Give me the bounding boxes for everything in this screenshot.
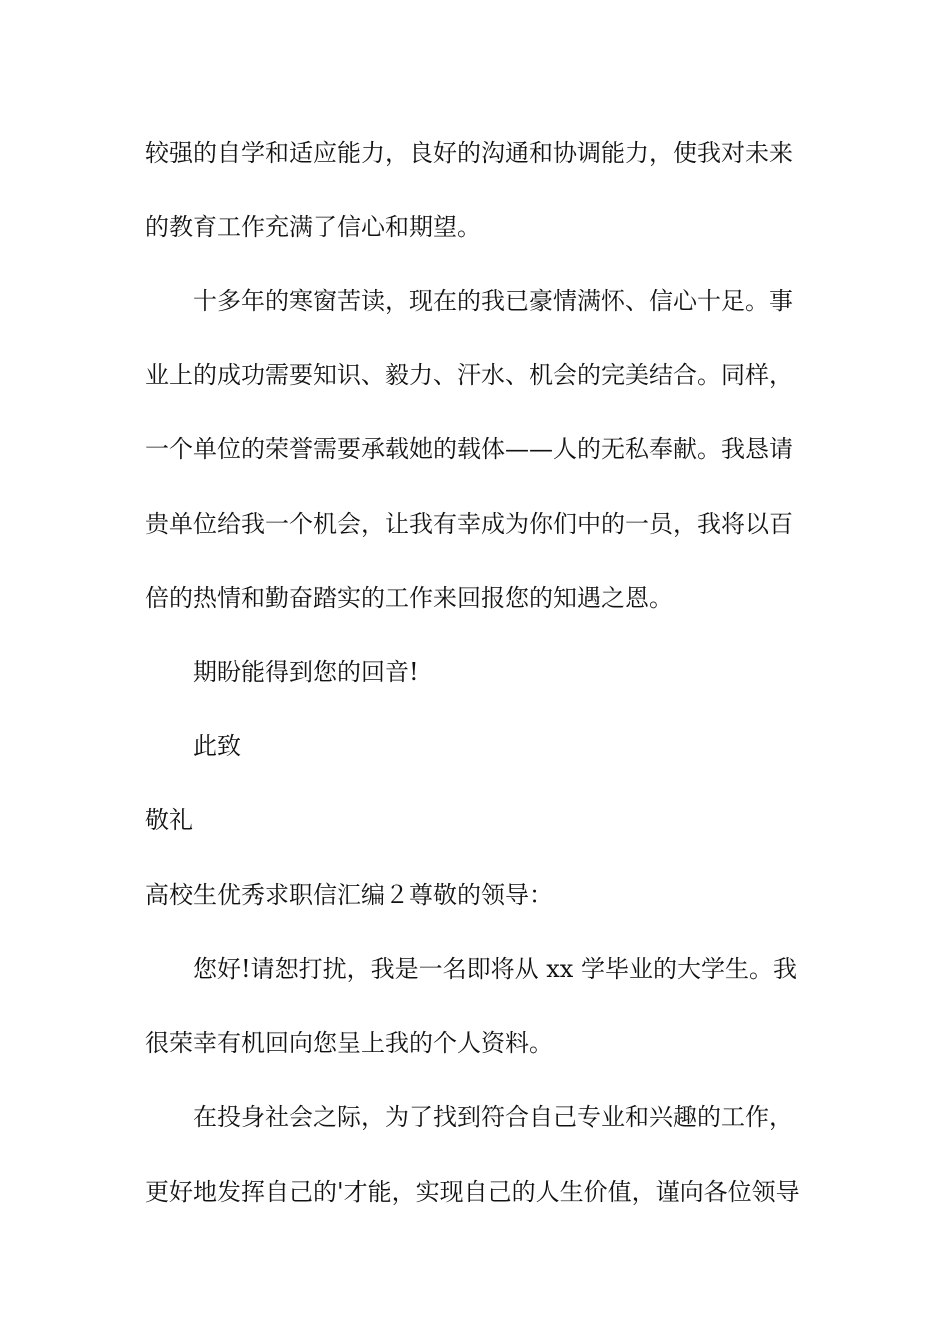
text-line: 倍的热情和勤奋踏实的工作来回报您的知遇之恩。 <box>145 584 673 612</box>
text-line: 贵单位给我一个机会，让我有幸成为你们中的一员，我将以百 <box>145 510 793 538</box>
text-line: 一个单位的荣誉需要承载她的载体——人的无私奉献。我恳请 <box>145 435 793 463</box>
salutation-jingli: 敬礼 <box>145 806 193 834</box>
section-heading-line: 高校生优秀求职信汇编２尊敬的领导： <box>145 881 553 909</box>
paragraph-start-line: 您好!请恕打扰，我是一名即将从 xx 学毕业的大学生。我 <box>193 955 797 983</box>
salutation-cizhi: 此致 <box>193 732 241 760</box>
paragraph-start-line: 在投身社会之际，为了找到符合自己专业和兴趣的工作， <box>193 1103 793 1131</box>
text-line: 较强的自学和适应能力，良好的沟通和协调能力，使我对未来 <box>145 139 793 167</box>
text-line: 很荣幸有机回向您呈上我的个人资料。 <box>145 1029 553 1057</box>
text-line: 业上的成功需要知识、毅力、汗水、机会的完美结合。同样， <box>145 361 793 389</box>
text-line: 的教育工作充满了信心和期望。 <box>145 213 481 241</box>
text-line: 更好地发挥自己的'才能，实现自己的人生价值，谨向各位领导 <box>145 1178 800 1206</box>
closing-wish-line: 期盼能得到您的回音! <box>193 658 419 686</box>
paragraph-start-line: 十多年的寒窗苦读，现在的我已豪情满怀、信心十足。事 <box>193 287 793 315</box>
